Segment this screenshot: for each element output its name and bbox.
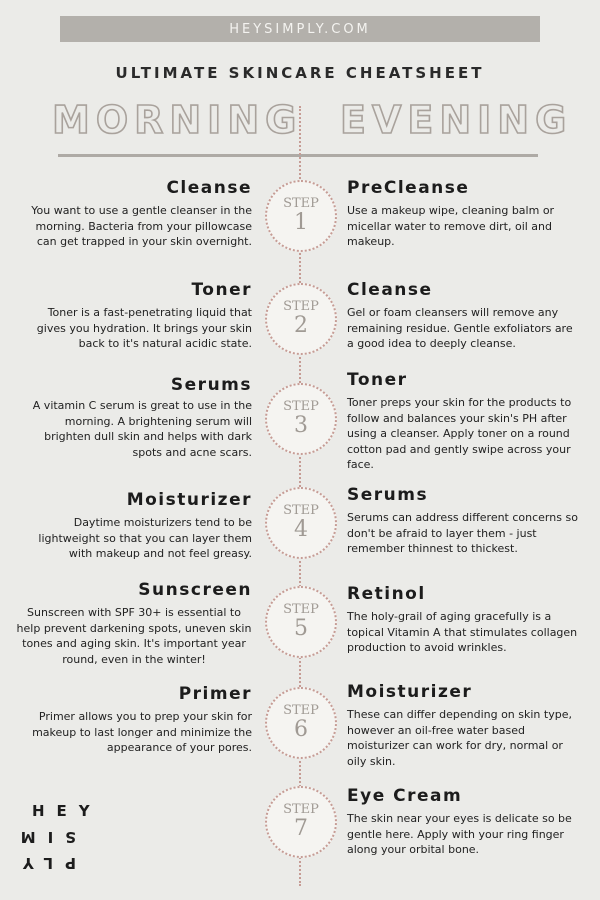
evening-step-3-title: Toner [347,370,408,390]
step-badge-1 [265,180,337,252]
step-badge-6 [265,687,337,759]
evening-step-7-title: Eye Cream [347,786,463,806]
step-label: STEP [283,196,319,211]
morning-step-2-text: Toner is a fast-penetrating liquid that gives you hydration. It brings your skin back to it's natural acidic state. [36,306,252,350]
step-label: STEP [283,299,319,314]
evening-heading: EVENING [340,98,573,142]
evening-step-7-text: The skin near your eyes is delicate so be gentle here. Apply with your ring finger along your orbital bone. [347,812,572,856]
page-title: ULTIMATE SKINCARE CHEATSHEET [115,64,485,82]
evening-step-4-text: Serums can address different concerns so don't be afraid to layer them - just remember thinnest to thickest. [347,511,578,555]
step-number: 6 [294,717,308,742]
morning-step-4-text: Daytime moisturizers tend to be lightweight so that you can layer them with makeup and not feel greasy. [38,516,252,560]
evening-step-1-title: PreCleanse [347,178,470,198]
step-label: STEP [283,703,319,718]
header-divider [58,154,538,157]
heysimply-logo [8,798,102,876]
morning-step-3-title: Serums [170,375,252,395]
step-number: 5 [294,616,308,641]
morning-step-2-title: Toner [191,280,252,300]
step-badge-7 [265,786,337,858]
evening-step-2-text: Gel or foam cleansers will remove any remaining residue. Gentle exfoliators are a good idea to deeply cleanse. [347,306,573,350]
morning-step-6-title: Primer [178,684,252,704]
step-number: 1 [294,210,308,235]
evening-step-2-title: Cleanse [347,280,433,300]
evening-step-5-title: Retinol [347,584,426,604]
morning-step-6-text: Primer allows you to prep your skin for makeup to last longer and minimize the appearance of your pores. [32,710,252,754]
step-number: 3 [294,413,308,438]
logo-line-2: SIM [8,828,76,846]
morning-step-5-title: Sunscreen [138,580,252,600]
evening-step-6-title: Moisturizer [347,682,473,702]
step-number: 2 [294,313,308,338]
step-badge-5 [265,586,337,658]
site-banner [60,16,540,42]
evening-step-3-text: Toner preps your skin for the products to follow and balances your skin's PH after using a cleanser. Apply toner on a round cotton pad and gently swipe across your face. [347,396,572,471]
step-number: 4 [294,517,308,542]
morning-step-5-text: Sunscreen with SPF 30+ is essential to help prevent darkening spots, uneven skin tones and aging skin. It's important year round, even in the winter! [16,606,252,666]
morning-step-3-text: A vitamin C serum is great to use in the morning. A brightening serum will brighten dull skin and helps with dark spots and acne scars. [32,399,252,459]
step-label: STEP [283,503,319,518]
step-number: 7 [294,816,308,841]
morning-step-4-title: Moisturizer [126,490,252,510]
morning-heading: MORNING [52,98,303,142]
logo-line-1: HEY [32,802,102,820]
step-badge-2 [265,283,337,355]
evening-step-5-text: The holy-grail of aging gracefully is a topical Vitamin A that stimulates collagen production to avoid wrinkles. [347,610,578,654]
step-badge-4 [265,487,337,559]
evening-step-4-title: Serums [347,485,429,505]
step-label: STEP [283,399,319,414]
step-badge-3 [265,383,337,455]
logo-line-3: PLY [10,854,76,872]
morning-step-1-text: You want to use a gentle cleanser in the morning. Bacteria from your pillowcase can get trapped in your skin overnight. [31,204,252,248]
morning-step-1-title: Cleanse [166,178,252,198]
evening-step-1-text: Use a makeup wipe, cleaning balm or micellar water to remove dirt, oil and makeup. [347,204,555,248]
site-url: HEYSIMPLY.COM [229,21,371,37]
step-label: STEP [283,802,319,817]
step-label: STEP [283,602,319,617]
evening-step-6-text: These can differ depending on skin type, however an oil-free water based moisturizer can work for dry, normal or oily skin. [347,708,572,768]
